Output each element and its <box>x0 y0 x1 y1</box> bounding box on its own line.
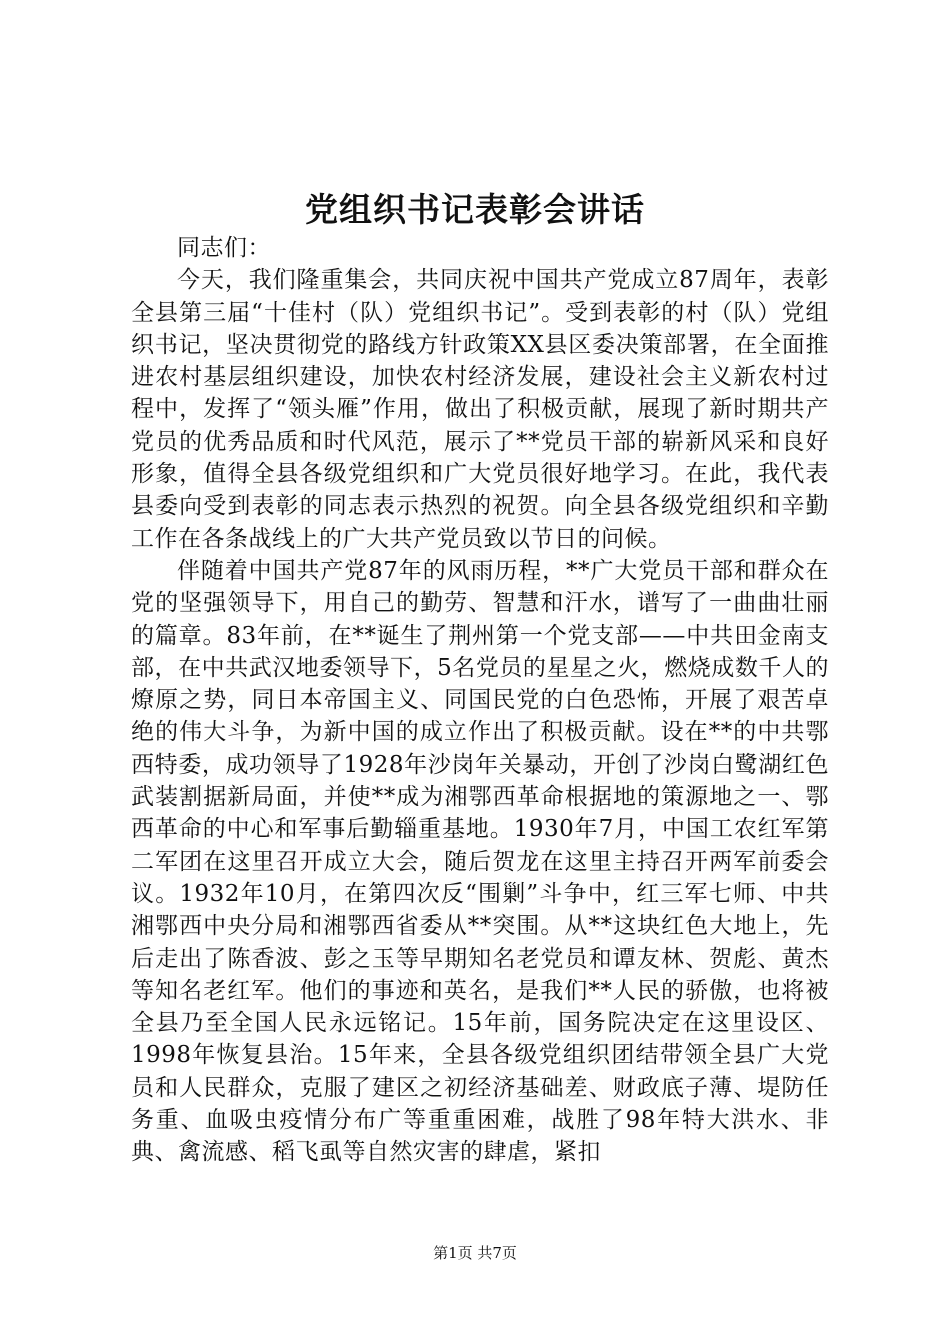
salutation: 同志们： <box>177 235 271 261</box>
document-body <box>131 232 829 1169</box>
paragraph: 伴随着中国共产党87年的风雨历程，**广大党员干部和群众在党的坚强领导下，用自己的勤劳、智慧和汗水，谱写了一曲曲壮丽的篇章。83年前，在**诞生了荆州第一个党支部——中共田金南支部，在中共武汉地委领导下，5名党员的星星之火，燃烧成数千人的燎原之势，同日本帝国主义、同国民党的白色恐怖，开展了艰苦卓绝的伟大斗争，为新中国的成立作出了积极贡献。设在**的中共鄂西特委，成功领导了1928年沙岗年关暴动，开创了沙岗白鹭湖红色武装割据新局面，并使**成为湘鄂西革命根据地的策源地之一、鄂西革命的中心和军事后勤辎重基地。1930年7月，中国工农红军第二军团在这里召开成立大会，随后贺龙在这里主持召开两军前委会议。1932年10月，在第四次反“围剿”斗争中，红三军七师、中共湘鄂西中央分局和湘鄂西省委从**突围。从**这块红色大地上，先后走出了陈香波、彭之玉等早期知名老党员和谭友林、贺彪、黄杰等知名老红军。他们的事迹和英名，是我们**人民的骄傲，也将被全县乃至全国人民永远铭记。15年前，国务院决定在这里设区、1998年恢复县治。15年来，全县各级党组织团结带领全县广大党员和人民群众，克服了建区之初经济基础差、财政底子薄、堤防任务重、血吸虫疫情分布广等重重困难，战胜了98年特大洪水、非典、禽流感、稻飞虱等自然灾害的肆虐，紧扣 <box>131 557 829 1166</box>
page-footer: 第1页 共7页 <box>433 1244 517 1262</box>
document-title: 党组织书记表彰会讲话 <box>305 190 645 229</box>
paragraph: 今天，我们隆重集会，共同庆祝中国共产党成立87周年，表彰全县第三届“十佳村（队）党组织书记”。受到表彰的村（队）党组织书记，坚决贯彻党的路线方针政策XX县区委决策部署，在全面推进农村基层组织建设，加快农村经济发展，建设社会主义新农村过程中，发挥了“领头雁”作用，做出了积极贡献，展现了新时期共产党员的优秀品质和时代风范，展示了**党员干部的崭新风采和良好形象，值得全县各级党组织和广大党员很好地学习。在此，我代表县委向受到表彰的同志表示热烈的祝贺。向全县各级党组织和辛勤工作在各条战线上的广大共产党员致以节日的问候。 <box>131 267 829 552</box>
